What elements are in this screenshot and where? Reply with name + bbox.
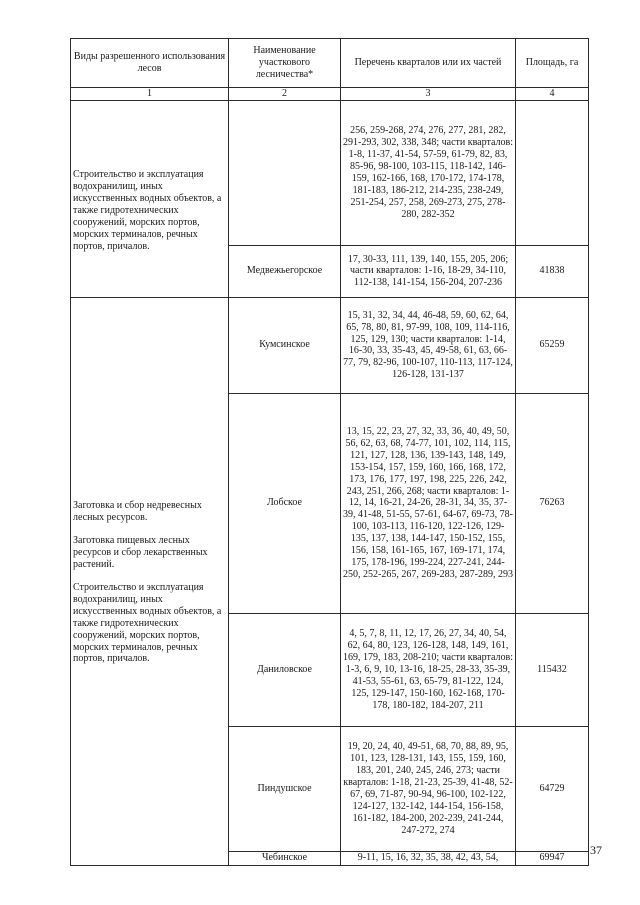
area-cell: [516, 100, 589, 245]
use-text: Строительство и эксплуатация водохранилищ, иных искусственных водных объектов, а также гидротехнических сооружений, морских портов, морских терминалов, речных портов, причалов.: [73, 582, 222, 665]
district-cell: Медвежьегорское: [229, 245, 341, 297]
header-quarters: Перечень кварталов или их частей: [341, 39, 516, 88]
district-cell: Пиндушское: [229, 726, 341, 851]
page-number: 37: [590, 843, 602, 857]
column-number: 2: [229, 88, 341, 101]
quarters-cell: 256, 259-268, 274, 276, 277, 281, 282, 291-293, 302, 338, 348; части кварталов: 1-8, 11-37, 41-54, 57-59, 61-79, 82, 83, 85-96, 98-100, 103-115, 118-142, 146-159, 162-166, 168, 170-172, 174-178, 181-183, 186-212, 214-235, 238-249, 251-254, 257, 258, 269-273, 275, 278-280, 282-352: [341, 100, 516, 245]
quarters-cell: 17, 30-33, 111, 139, 140, 155, 205, 206; части кварталов: 1-16, 18-29, 34-110, 112-138, 141-154, 156-204, 207-236: [341, 245, 516, 297]
quarters-cell: 13, 15, 22, 23, 27, 32, 33, 36, 40, 49, 50, 56, 62, 63, 68, 74-77, 101, 102, 114, 115, 121, 127, 128, 136, 139-143, 148, 149, 153-154, 157, 159, 160, 166, 168, 172, 173, 176, 177, 197, 198, 225, 226, 242, 243, 251, 266, 268; части кварталов: 1-12, 14, 16-21, 24-26, 28-31, 34, 35, 37-39, 41-48, 51-55, 57-61, 64-67, 69-73, 78-100, 103-113, 116-120, 122-126, 129-135, 137, 138, 144-147, 150-152, 155, 156, 158, 161-165, 167, 169-171, 174, 175, 178-196, 199-224, 227-241, 244-250, 252-265, 267, 269-283, 287-289, 293: [341, 393, 516, 613]
district-cell: Лобское: [229, 393, 341, 613]
table-row: [71, 297, 589, 393]
use-cell: [71, 100, 229, 297]
district-cell: Кумсинское: [229, 297, 341, 393]
quarters-cell: 9-11, 15, 16, 32, 35, 38, 42, 43, 54,: [341, 851, 516, 865]
header-use: Виды разрешенного использования лесов: [71, 39, 229, 88]
district-cell: Даниловское: [229, 613, 341, 726]
quarters-cell: 4, 5, 7, 8, 11, 12, 17, 26, 27, 34, 40, 54, 62, 64, 80, 123, 126-128, 148, 149, 161, 169, 179, 183, 208-210; части кварталов: 1-3, 6, 9, 10, 13-16, 18-25, 28-33, 35-39, 41-53, 55-61, 63, 65-79, 81-122, 124, 125, 129-147, 150-160, 162-168, 170-178, 180-182, 184-207, 211: [341, 613, 516, 726]
area-cell: 115432: [516, 613, 589, 726]
quarters-cell: 19, 20, 24, 40, 49-51, 68, 70, 88, 89, 95, 101, 123, 128-131, 143, 155, 159, 160, 183, 201, 240, 245, 246, 273; части кварталов: 1-18, 21-23, 25-39, 41-48, 52-67, 69, 71-87, 90-94, 96-100, 102-122, 124-127, 132-142, 144-154, 156-158, 161-182, 184-200, 202-239, 241-244, 247-272, 274: [341, 726, 516, 851]
area-cell: 65259: [516, 297, 589, 393]
use-text: Заготовка пищевых лесных ресурсов и сбор лекарственных растений.: [73, 535, 208, 571]
district-cell: [229, 100, 341, 245]
column-number-row: [71, 88, 589, 101]
use-cell: [71, 297, 229, 865]
area-cell: 64729: [516, 726, 589, 851]
use-text: Заготовка и сбор недревесных лесных ресурсов.: [73, 500, 202, 524]
header-area: Площадь, га: [516, 39, 589, 88]
use-text: Строительство и эксплуатация водохранилищ, иных искусственных водных объектов, а также гидротехнических сооружений, морских портов, морских терминалов, речных портов, причалов.: [73, 169, 222, 252]
district-cell: Чебинское: [229, 851, 341, 865]
header-district: Наименование участкового лесничества*: [229, 39, 341, 88]
column-number: 1: [71, 88, 229, 101]
column-number: 3: [341, 88, 516, 101]
area-cell: 69947: [516, 851, 589, 865]
column-number: 4: [516, 88, 589, 101]
quarters-cell: 15, 31, 32, 34, 44, 46-48, 59, 60, 62, 64, 65, 78, 80, 81, 97-99, 108, 109, 114-116, 125, 129, 130; части кварталов: 1-14, 16-30, 33, 35-43, 45, 49-58, 61, 63, 66-77, 79, 82-96, 100-107, 110-113, 117-124, 126-128, 131-137: [341, 297, 516, 393]
table-row: [71, 100, 589, 245]
forest-use-table: [70, 38, 589, 866]
table-header-row: [71, 39, 589, 88]
area-cell: 76263: [516, 393, 589, 613]
area-cell: 41838: [516, 245, 589, 297]
